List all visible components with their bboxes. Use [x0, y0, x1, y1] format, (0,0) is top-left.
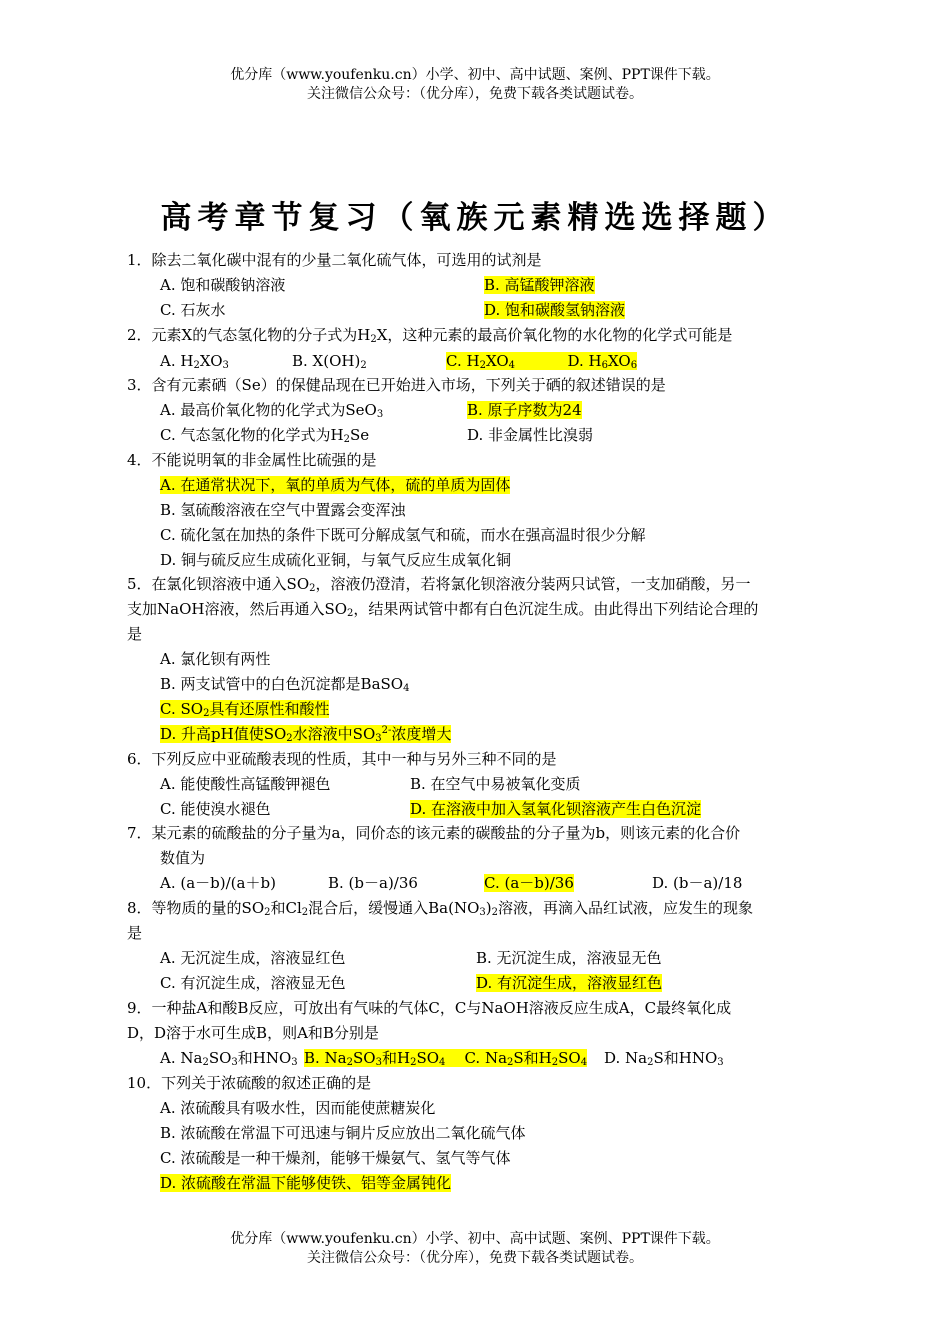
q5-stem-line-1: 5．在氯化钡溶液中通入$SO_2$，溶液仍澄清，若将氯化钡溶液分装两只试管，一支加硝酸，另一 — [127, 575, 751, 594]
q6-option-c: C. 能使溴水褪色 — [160, 800, 271, 818]
q4-stem: 4．不能说明氧的非金属性比硫强的是 — [127, 451, 377, 469]
q2-option-b: B. $X(OH)_2$ — [292, 352, 367, 371]
footer-line-2: 关注微信公众号：（优分库），免费下载各类试题试卷。 — [307, 1250, 643, 1266]
q5-option-c: C. $SO_2$具有还原性和酸性 — [160, 700, 330, 719]
q5-option-a: A. 氯化钡有两性 — [160, 650, 271, 668]
q9-option-a: A. $Na_2SO_3$和$HNO_3$ — [160, 1049, 298, 1068]
q7-option-b: B. (b－a)/36 — [328, 874, 418, 892]
q3-option-b: B. 原子序数为24 — [467, 401, 582, 419]
q2-option-a: A. $H_2XO_3$ — [160, 352, 229, 371]
q4-option-b: B. 氢硫酸溶液在空气中置露会变浑浊 — [160, 501, 406, 519]
q7-option-a: A. (a－b)/(a＋b) — [160, 874, 276, 892]
q8-option-a: A. 无沉淀生成，溶液显红色 — [160, 949, 346, 967]
q10-stem: 10．下列关于浓硫酸的叙述正确的是 — [127, 1074, 372, 1092]
q7-stem-line-1: 7．某元素的硫酸盐的分子量为a，同价态的该元素的碳酸盐的分子量为b，则该元素的化合价 — [127, 824, 741, 842]
header-line-1: 优分库（www.youfenku.cn）小学、初中、高中试题、案例、PPT课件下载。 — [230, 67, 720, 83]
q7-stem-line-2: 数值为 — [160, 849, 206, 867]
footer-line-1: 优分库（www.youfenku.cn）小学、初中、高中试题、案例、PPT课件下载。 — [230, 1231, 720, 1247]
q6-stem: 6．下列反应中亚硫酸表现的性质，其中一种与另外三种不同的是 — [127, 750, 557, 768]
q8-stem-line-1: 8．等物质的量的$SO_2$和$Cl_2$混合后，缓慢通入$Ba(NO_3)_2$溶液，再滴入品红试液，应发生的现象 — [127, 899, 754, 918]
q1-option-a: A. 饱和碳酸钠溶液 — [160, 276, 286, 294]
q3-option-c: C. 气态氢化物的化学式为$H_2Se$ — [160, 426, 370, 445]
q4-option-d: D. 铜与硫反应生成硫化亚铜，与氧气反应生成氧化铜 — [160, 551, 512, 569]
q9-stem-line-1: 9．一种盐A和酸B反应，可放出有气味的气体C，C与NaOH溶液反应生成A，C最终氧化成 — [127, 999, 732, 1017]
q8-stem-line-2: 是 — [127, 924, 143, 942]
q5-stem-line-2: 支加NaOH溶液，然后再通入$SO_2$，结果两试管中都有白色沉淀生成。由此得出下列结论合理的 — [127, 600, 759, 619]
q5-option-d: D. 升高pH值使$SO_2$水溶液中$SO_3^{2-}$浓度增大 — [160, 725, 452, 744]
q2-stem: 2．元素X的气态氢化物的分子式为$H_2X$，这种元素的最高价氧化物的水化物的化学式可能是 — [127, 326, 733, 345]
q6-option-b: B. 在空气中易被氧化变质 — [410, 775, 581, 793]
header-line-2: 关注微信公众号：（优分库），免费下载各类试题试卷。 — [307, 86, 643, 102]
q3-option-a: A. 最高价氧化物的化学式为SeO$_3$ — [160, 401, 384, 420]
q10-option-a: A. 浓硫酸具有吸水性，因而能使蔗糖炭化 — [160, 1099, 436, 1117]
q9-option-d: D. $Na_2S$和$HNO_3$ — [604, 1049, 724, 1068]
q6-option-d: D. 在溶液中加入氢氧化钡溶液产生白色沉淀 — [410, 800, 702, 818]
q8-option-c: C. 有沉淀生成，溶液显无色 — [160, 974, 346, 992]
page-title: 高考章节复习（氧族元素精选选择题） — [160, 200, 790, 236]
q4-option-c: C. 硫化氢在加热的条件下既可分解成氢气和硫，而水在强高温时很少分解 — [160, 526, 646, 544]
q5-stem-line-3: 是 — [127, 625, 143, 643]
q4-option-a: A. 在通常状况下，氧的单质为气体，硫的单质为固体 — [160, 476, 511, 494]
q3-option-d: D. 非金属性比溴弱 — [467, 426, 594, 444]
q10-option-d: D. 浓硫酸在常温下能够使铁、铝等金属钝化 — [160, 1174, 452, 1192]
q7-option-c: C. (a－b)/36 — [484, 874, 574, 892]
q8-option-d: D. 有沉淀生成，溶液显红色 — [476, 974, 663, 992]
q1-option-d: D. 饱和碳酸氢钠溶液 — [484, 301, 626, 319]
q2-option-c: C. $H_2XO_4$ D. $H_6XO_6$ — [446, 352, 638, 371]
q7-option-d: D. (b－a)/18 — [652, 874, 743, 892]
q9-option-b-c: B. $Na_2SO_3$和$H_2SO_4$ C. $Na_2S$和$H_2SO_4$ — [304, 1049, 588, 1068]
q1-option-b: B. 高锰酸钾溶液 — [484, 276, 595, 294]
q8-option-b: B. 无沉淀生成，溶液显无色 — [476, 949, 662, 967]
q1-option-c: C. 石灰水 — [160, 301, 226, 319]
q3-stem: 3．含有元素硒（Se）的保健品现在已开始进入市场，下列关于硒的叙述错误的是 — [127, 376, 666, 394]
q10-option-b: B. 浓硫酸在常温下可迅速与铜片反应放出二氧化硫气体 — [160, 1124, 526, 1142]
q1-stem: 1．除去二氧化碳中混有的少量二氧化硫气体，可选用的试剂是 — [127, 251, 542, 269]
q9-stem-line-2: D，D溶于水可生成B，则A和B分别是 — [127, 1024, 379, 1042]
q5-option-b: B. 两支试管中的白色沉淀都是BaSO$_4$ — [160, 675, 410, 694]
q10-option-c: C. 浓硫酸是一种干燥剂，能够干燥氨气、氢气等气体 — [160, 1149, 511, 1167]
q6-option-a: A. 能使酸性高锰酸钾褪色 — [160, 775, 331, 793]
